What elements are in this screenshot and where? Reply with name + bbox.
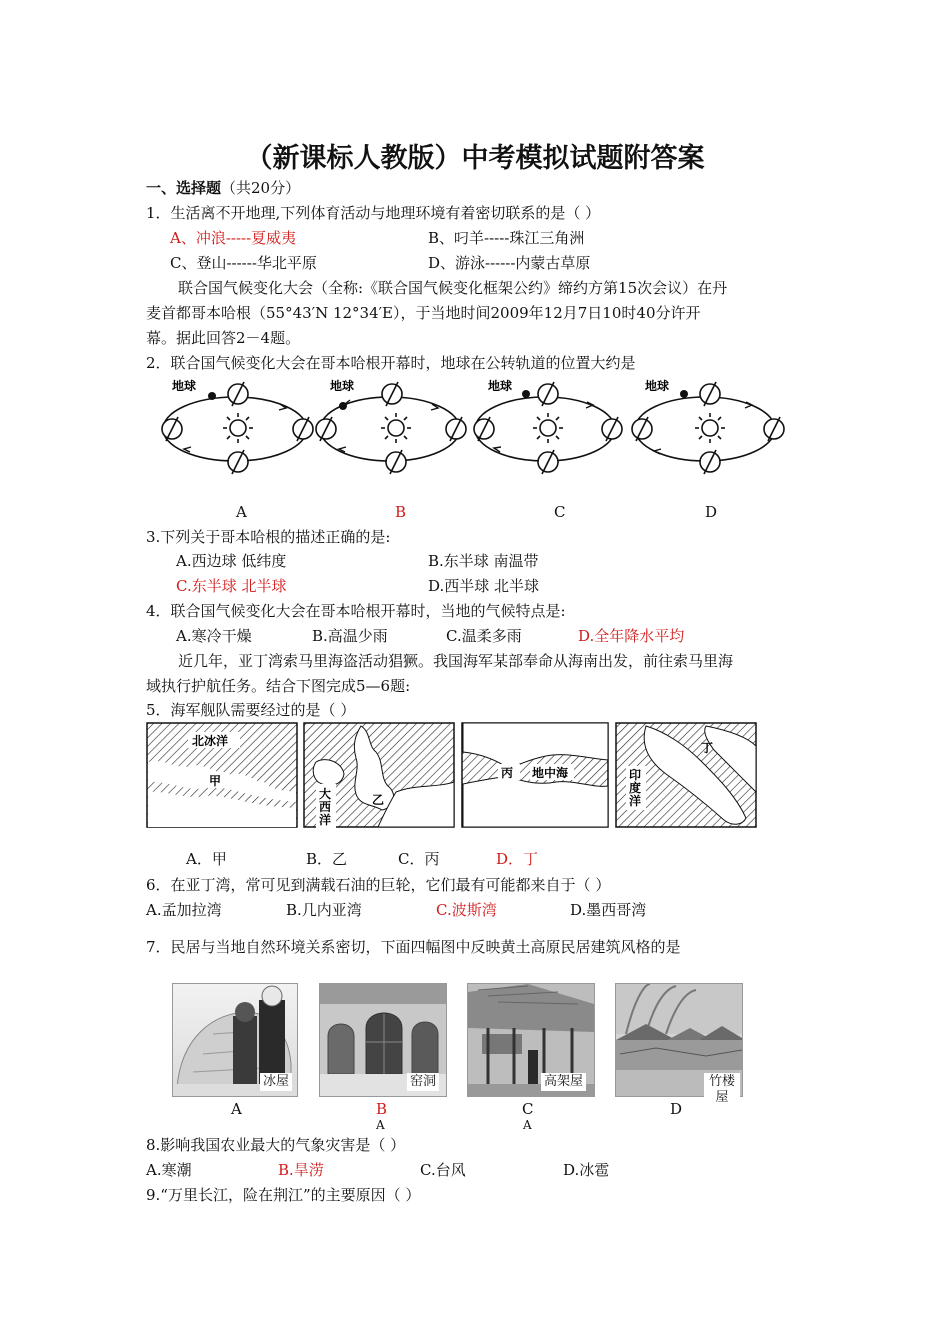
q4-option-d: D.全年降水平均 (578, 627, 685, 645)
passage1-line3: 幕。据此回答2－4题。 (146, 329, 301, 347)
map1-ocean-label: 北冰洋 (192, 734, 229, 748)
map2-ocean-char1: 大 (319, 787, 332, 801)
earth-label-c: 地球 (488, 379, 513, 393)
earth-label-b: 地球 (330, 379, 355, 393)
map2-ocean-char2: 西 (319, 800, 332, 814)
map1-mark: 甲 (209, 774, 222, 788)
q8-stem: 8.影响我国农业最大的气象灾害是（ ） (146, 1136, 406, 1154)
q6-option-a: A.孟加拉湾 (146, 901, 222, 919)
earth-label-d: 地球 (645, 379, 670, 393)
map3-mark: 丙 (501, 766, 514, 780)
caption-cave-dwelling: 窑洞 (407, 1073, 439, 1091)
caption-bamboo-house-line1: 竹楼 (708, 1074, 735, 1089)
q8-option-c: C.台风 (420, 1161, 466, 1179)
q4-stem: 4．联合国气候变化大会在哥本哈根开幕时，当地的气候特点是: (146, 602, 566, 620)
q4-option-a: A.寒冷干燥 (176, 627, 252, 645)
section-note: （共20分） (221, 179, 301, 197)
q7-option-b: B (376, 1100, 388, 1118)
q6-stem: 6．在亚丁湾，常可见到满载石油的巨轮，它们最有可能都来自于（ ） (146, 876, 611, 894)
caption-bamboo-house-line2: 屋 (715, 1090, 729, 1105)
map2-ocean-char3: 洋 (319, 813, 332, 827)
passage1-line2: 麦首都哥本哈根（55°43′N 12°34′E），于当地时间2009年12月7日10时40分许开 (146, 304, 701, 322)
passage1-line1: 联合国气候变化大会（全称:《联合国气候变化框架公约》缔约方第15次会议）在丹 (178, 279, 728, 297)
q6-option-d: D.墨西哥湾 (570, 901, 647, 919)
map4-ocean-char3: 洋 (629, 794, 642, 808)
q2-stem: 2．联合国气候变化大会在哥本哈根开幕时，地球在公转轨道的位置大约是 (146, 354, 636, 372)
earth-label-a: 地球 (172, 379, 197, 393)
map4-mark: 丁 (701, 741, 714, 755)
q3-option-a: A.西边球 低纬度 (176, 552, 287, 570)
q7-option-c: C (522, 1100, 534, 1118)
q3-option-d: D.西半球 北半球 (428, 577, 540, 595)
q9-stem: 9.“万里长江，险在荆江”的主要原因（ ） (146, 1186, 421, 1204)
q2-option-a: A (236, 503, 247, 521)
q6-option-b: B.几内亚湾 (286, 901, 362, 919)
q2-option-c: C (554, 503, 566, 521)
passage2-line1: 近几年，亚丁湾索马里海盗活动猖獗。我国海军某部奉命从海南出发，前往索马里海 (178, 652, 734, 670)
map4-ocean-char2: 度 (629, 781, 642, 795)
q1-option-c: C、登山------华北平原 (170, 254, 317, 272)
q7-stem: 7．民居与当地自然环境关系密切，下面四幅图中反映黄土高原民居建筑风格的是 (146, 938, 681, 956)
q1-option-b: B、叼羊-----珠江三角洲 (428, 229, 585, 247)
caption-igloo: 冰屋 (260, 1073, 292, 1091)
q8-option-d: D.冰雹 (563, 1161, 610, 1179)
q7-option-a: A (231, 1100, 242, 1118)
q1-stem: 1．生活离不开地理,下列体育活动与地理环境有着密切联系的是（ ） (146, 204, 601, 222)
map3-sea-label: 地中海 (532, 766, 569, 780)
map-jia (147, 723, 297, 827)
caption-bamboo-house (704, 1073, 740, 1107)
map4-ocean-char1: 印 (629, 768, 642, 782)
map-yi (304, 723, 454, 828)
section-label: 一、选择题 (146, 179, 222, 197)
q7-sub-letter-b: A (376, 1118, 385, 1132)
q5-option-a: A．甲 (186, 850, 227, 868)
orbit-diagrams (150, 372, 800, 484)
passage2-line2: 域执行护航任务。结合下图完成5—6题: (146, 677, 411, 695)
q4-option-b: B.高温少雨 (312, 627, 388, 645)
q4-option-c: C.温柔多雨 (446, 627, 522, 645)
map2-mark: 乙 (372, 793, 385, 807)
orbit-diagram-d (632, 378, 784, 474)
q3-option-b: B.东半球 南温带 (428, 552, 539, 570)
q5-option-c: C．丙 (398, 850, 440, 868)
orbit-diagram-c (474, 378, 622, 474)
q5-stem: 5．海军舰队需要经过的是（ ） (146, 701, 356, 719)
q6-option-c: C.波斯湾 (436, 901, 497, 919)
q1-option-a: A、冲浪-----夏威夷 (170, 229, 297, 247)
q7-option-d: D (670, 1100, 683, 1118)
q5-option-d: D．丁 (496, 850, 539, 868)
section-heading (146, 178, 300, 198)
map-bing (462, 723, 608, 827)
q7-sub-letter-c: A (523, 1118, 532, 1132)
q1-option-d: D、游泳------内蒙古草原 (428, 254, 591, 272)
q3-option-c: C.东半球 北半球 (176, 577, 287, 595)
q8-option-b: B.旱涝 (278, 1161, 324, 1179)
q3-stem: 3.下列关于哥本哈根的描述正确的是: (146, 528, 391, 546)
strait-maps (146, 722, 758, 830)
orbit-diagram-b (316, 378, 466, 474)
q2-option-b: B (395, 503, 407, 521)
orbit-diagram-a (162, 378, 313, 474)
map-ding (616, 723, 756, 827)
page-title: （新课标人教版）中考模拟试题附答案 (245, 143, 705, 174)
q2-option-d: D (705, 503, 718, 521)
caption-stilt-house: 高架屋 (541, 1073, 586, 1091)
q8-option-a: A.寒潮 (146, 1161, 192, 1179)
q5-option-b: B．乙 (306, 850, 348, 868)
